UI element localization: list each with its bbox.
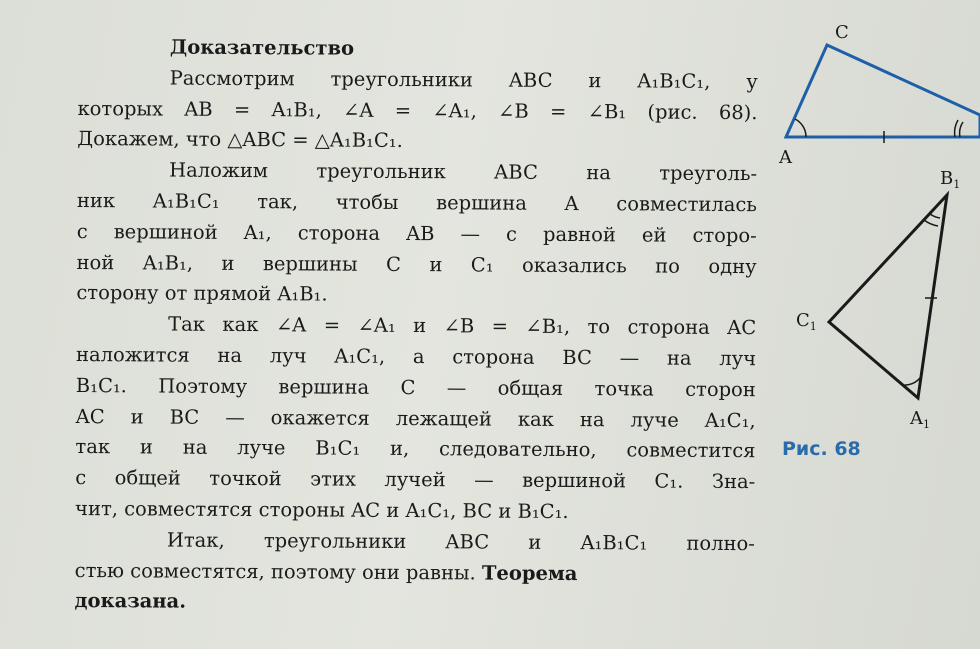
proof-line — [75, 494, 755, 529]
proof-line-text: Так как ∠A = ∠A₁ и ∠B = ∠B₁, то сторона AC — [168, 312, 757, 340]
proof-line — [75, 463, 755, 498]
proof-line-text: которых AB = A₁B₁, ∠A = ∠A₁, ∠B = ∠B₁ (рис. 68). — [77, 96, 758, 124]
proof-line — [75, 556, 755, 591]
proof-line — [77, 94, 757, 129]
proof-line-text: чит, совместятся стороны AC и A₁C₁, BC и B₁C₁. — [75, 496, 569, 523]
proof-line — [74, 586, 754, 621]
proof-line-text: Рассмотрим треугольники ABC и A₁B₁C₁, у — [169, 66, 758, 93]
label-b1: $B_1$ — [940, 168, 961, 191]
proof-line-text: сторону от прямой A₁B₁. — [76, 281, 328, 306]
label-a: A — [779, 147, 792, 168]
proof-line-text: с вершиной A₁, сторона AB — с равной ей сторо- — [76, 219, 757, 247]
angle-b1-arc-2 — [924, 220, 938, 226]
proof-line — [77, 217, 757, 252]
proof-line-text: так и на луче B₁C₁ и, следовательно, совместится — [75, 435, 756, 463]
figure-68 — [760, 0, 980, 470]
proof-line-text: с общей точкой этих лучей — вершиной C₁. Зна- — [75, 466, 756, 494]
proof-line-text: Докажем, что △ABC = △A₁B₁C₁. — [77, 127, 403, 153]
angle-b1-arc-1 — [930, 214, 940, 218]
label-c: C — [835, 22, 849, 43]
theorem-proved-label: Теорема — [481, 561, 578, 585]
proof-line — [76, 309, 756, 344]
proof-line-text: Итак, треугольники ABC и A₁B₁C₁ полно- — [166, 528, 755, 555]
triangle-abc — [786, 45, 980, 137]
proof-line — [75, 525, 755, 560]
proof-line — [76, 278, 756, 313]
figure-caption: Рис. 68 — [782, 438, 861, 460]
proof-paragraphs — [74, 63, 757, 621]
proof-line — [78, 63, 758, 98]
proof-line — [77, 124, 757, 159]
proof-line — [76, 340, 756, 375]
proof-line-text: стью совместятся, поэтому они равны. — [74, 558, 476, 584]
proof-text — [74, 32, 758, 621]
proof-line — [77, 155, 757, 190]
proof-line-text: B₁C₁. Поэтому вершина C — общая точка сторон — [75, 373, 756, 401]
theorem-proved-label: доказана. — [74, 589, 187, 614]
proof-line-text: ной A₁B₁, и вершины C и C₁ оказались по одну — [76, 250, 757, 278]
angle-b-arc-1 — [960, 122, 963, 137]
proof-line-text: ник A₁B₁C₁ так, чтобы вершина A совместилась — [76, 188, 758, 217]
label-a1: $A_1$ — [910, 408, 930, 431]
proof-line — [76, 402, 756, 437]
proof-line-text: наложится на луч A₁C₁, а сторона BC — на луч — [75, 342, 757, 371]
triangle-a1b1c1 — [829, 195, 947, 398]
proof-heading: Доказательство — [169, 35, 355, 60]
proof-line — [75, 432, 755, 467]
label-c1: $C_1$ — [796, 310, 817, 333]
proof-line-text: Наложим треугольник ABC на треуголь- — [169, 158, 758, 186]
angle-a-arc — [795, 119, 806, 137]
proof-line — [76, 248, 756, 283]
angle-a1-arc — [903, 378, 920, 385]
proof-line — [77, 186, 757, 221]
proof-line-text: AC и BC — окажется лежащей как на луче A₁C₁, — [75, 404, 756, 432]
angle-b-arc-2 — [955, 120, 958, 137]
proof-line — [76, 371, 756, 406]
